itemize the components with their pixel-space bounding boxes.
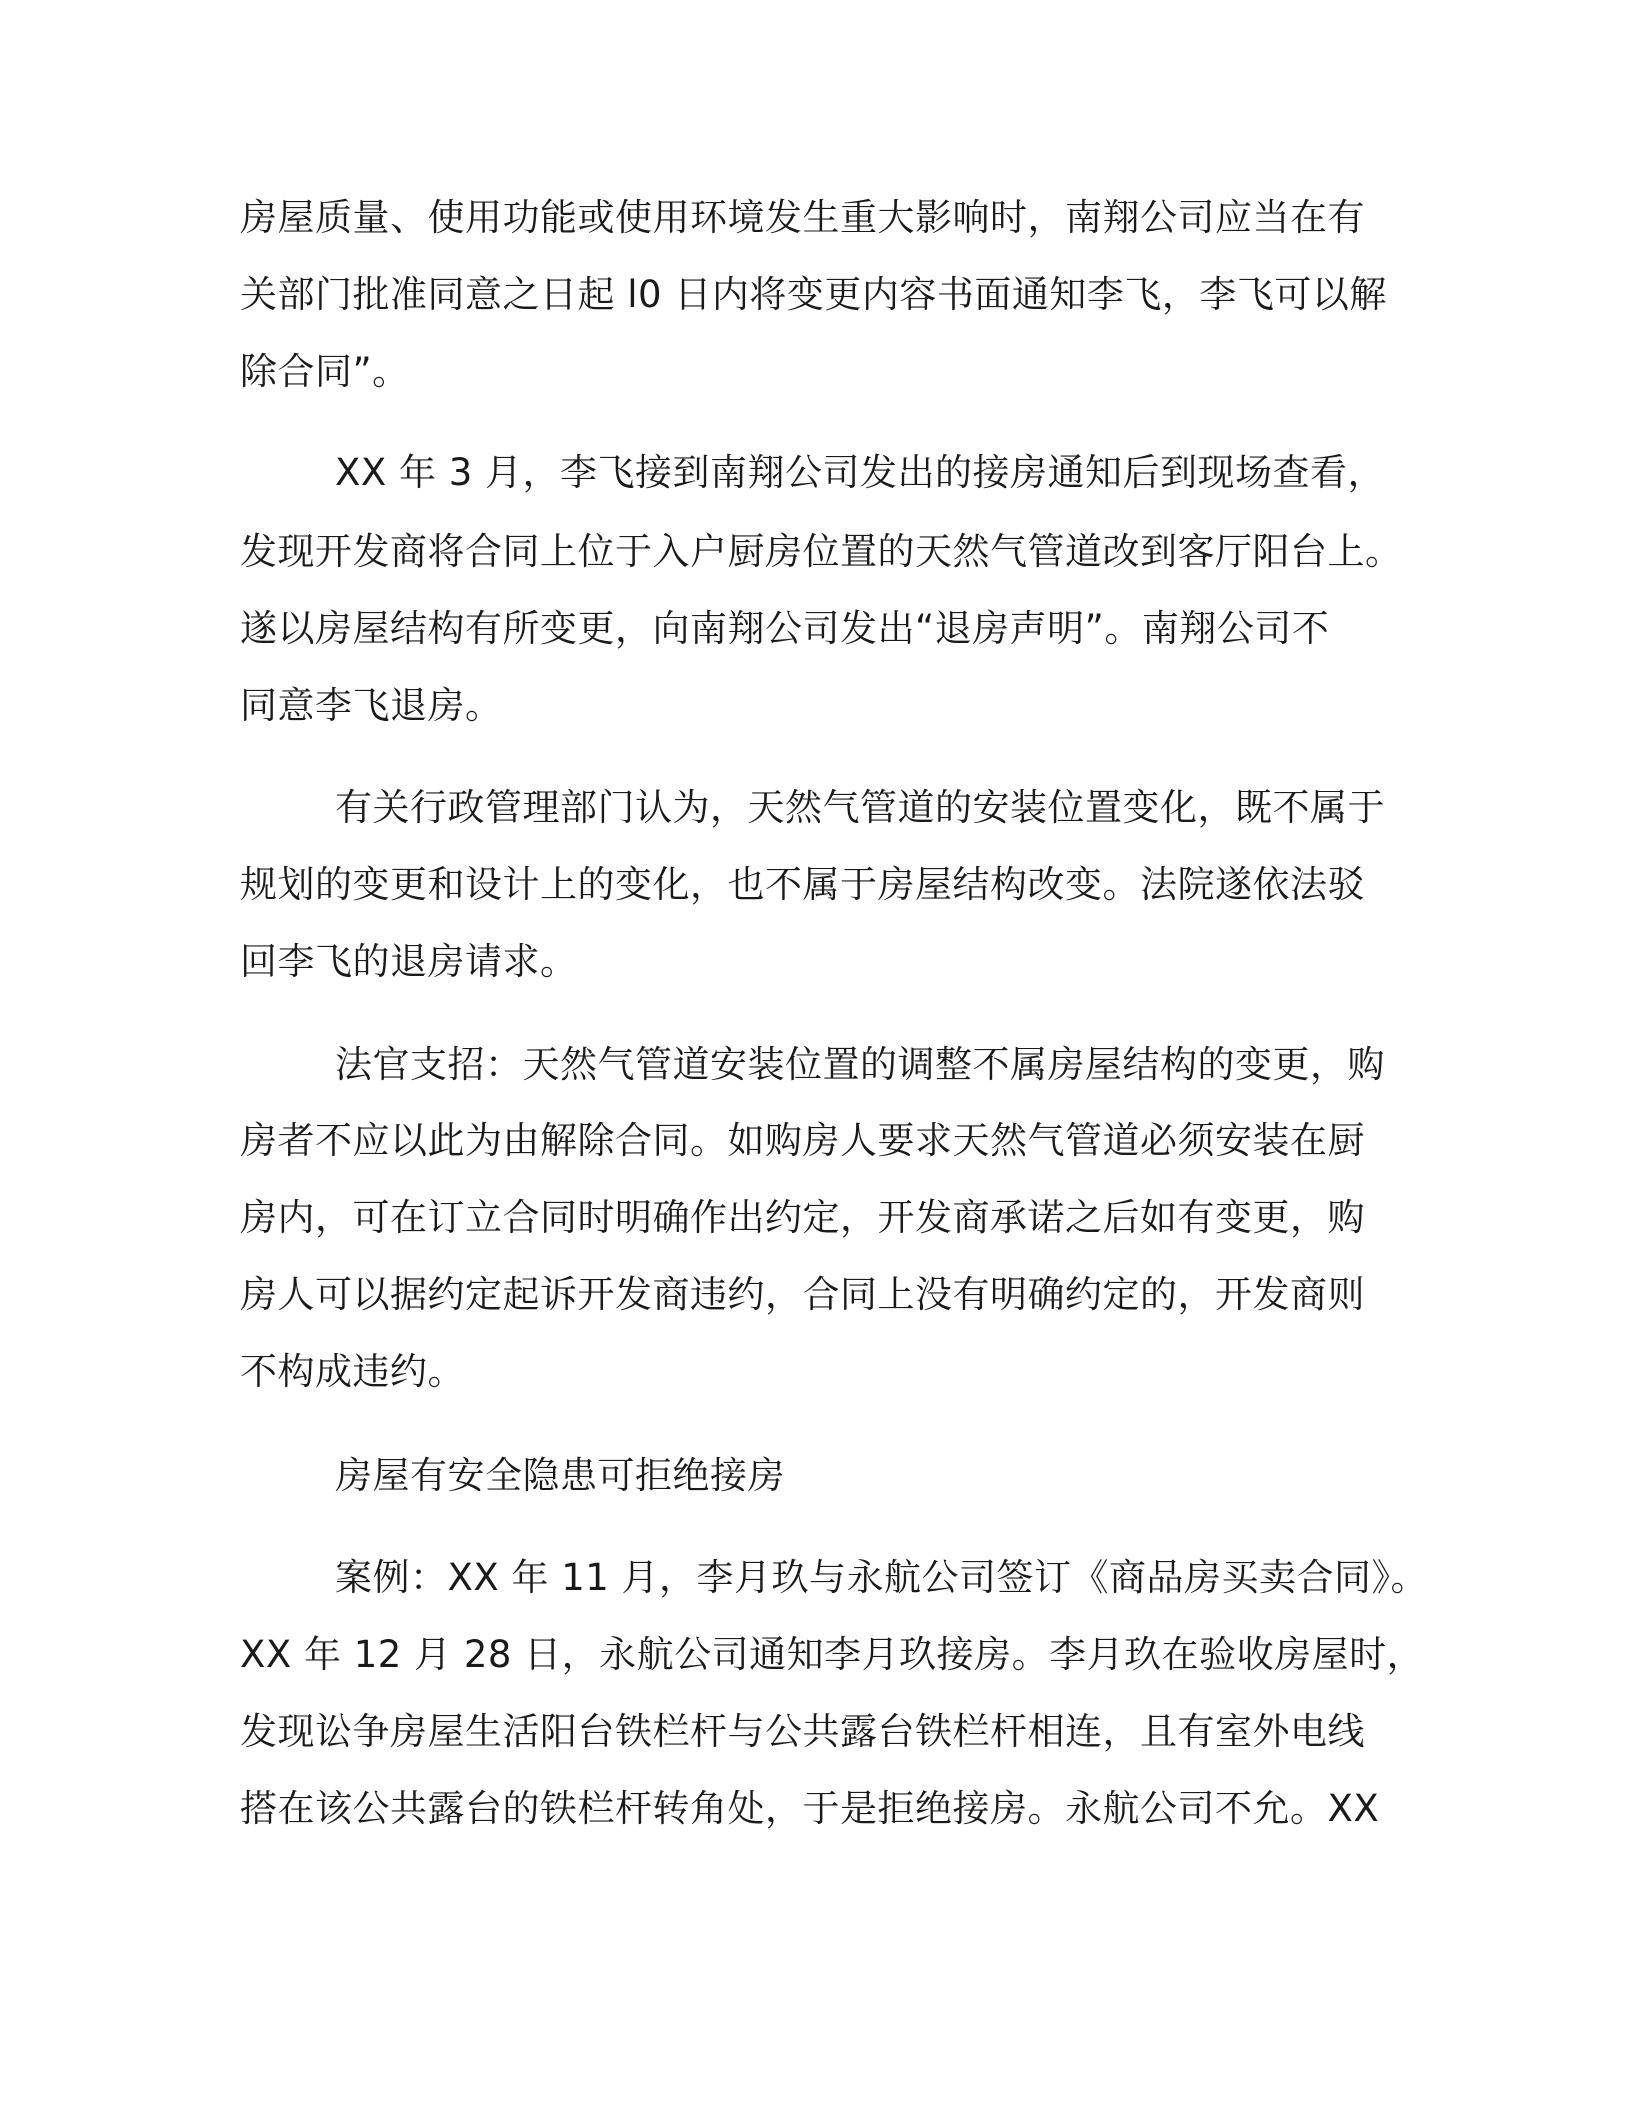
text-line: 发现开发商将合同上位于入户厨房位置的天然气管道改到客厅阳台上。 — [240, 530, 1403, 573]
text-line: XX 年 3 月，李飞接到南翔公司发出的接房通知后到现场查看， — [335, 451, 1386, 494]
text-line: 房人可以据约定起诉开发商违约，合同上没有明确约定的，开发商则 — [240, 1273, 1365, 1316]
text-line: 案例：XX 年 11 月，李月玖与永航公司签订《商品房买卖合同》。 — [335, 1556, 1429, 1599]
text-line: 不构成违约。 — [240, 1350, 465, 1393]
text-line: 房内，可在订立合同时明确作出约定，开发商承诺之后如有变更，购 — [240, 1196, 1365, 1239]
text-line: 有关行政管理部门认为，天然气管道的安装位置变化，既不属于 — [335, 786, 1385, 829]
text-line: 搭在该公共露台的铁栏杆转角处，于是拒绝接房。永航公司不允。XX — [240, 1787, 1380, 1830]
text-line: 房屋质量、使用功能或使用环境发生重大影响时，南翔公司应当在有 — [240, 196, 1365, 239]
text-line: 除合同”。 — [240, 350, 410, 393]
text-line: 法官支招：天然气管道安装位置的调整不属房屋结构的变更，购 — [335, 1043, 1385, 1086]
text-line: 遂以房屋结构有所变更，向南翔公司发出“退房声明”。南翔公司不 — [240, 607, 1330, 650]
text-line: 关部门批准同意之日起 l0 日内将变更内容书面通知李飞，李飞可以解 — [240, 273, 1387, 316]
text-line: 房者不应以此为由解除合同。如购房人要求天然气管道必须安装在厨 — [240, 1119, 1365, 1162]
text-line: 发现讼争房屋生活阳台铁栏杆与公共露台铁栏杆相连，且有室外电线 — [240, 1710, 1365, 1753]
text-line: XX 年 12 月 28 日，永航公司通知李月玖接房。李月玖在验收房屋时， — [240, 1633, 1425, 1676]
section-heading: 房屋有安全隐患可拒绝接房 — [335, 1454, 785, 1497]
text-line: 同意李飞退房。 — [240, 684, 503, 727]
text-line: 回李飞的退房请求。 — [240, 940, 578, 983]
text-line: 规划的变更和设计上的变化，也不属于房屋结构改变。法院遂依法驳 — [240, 863, 1365, 906]
